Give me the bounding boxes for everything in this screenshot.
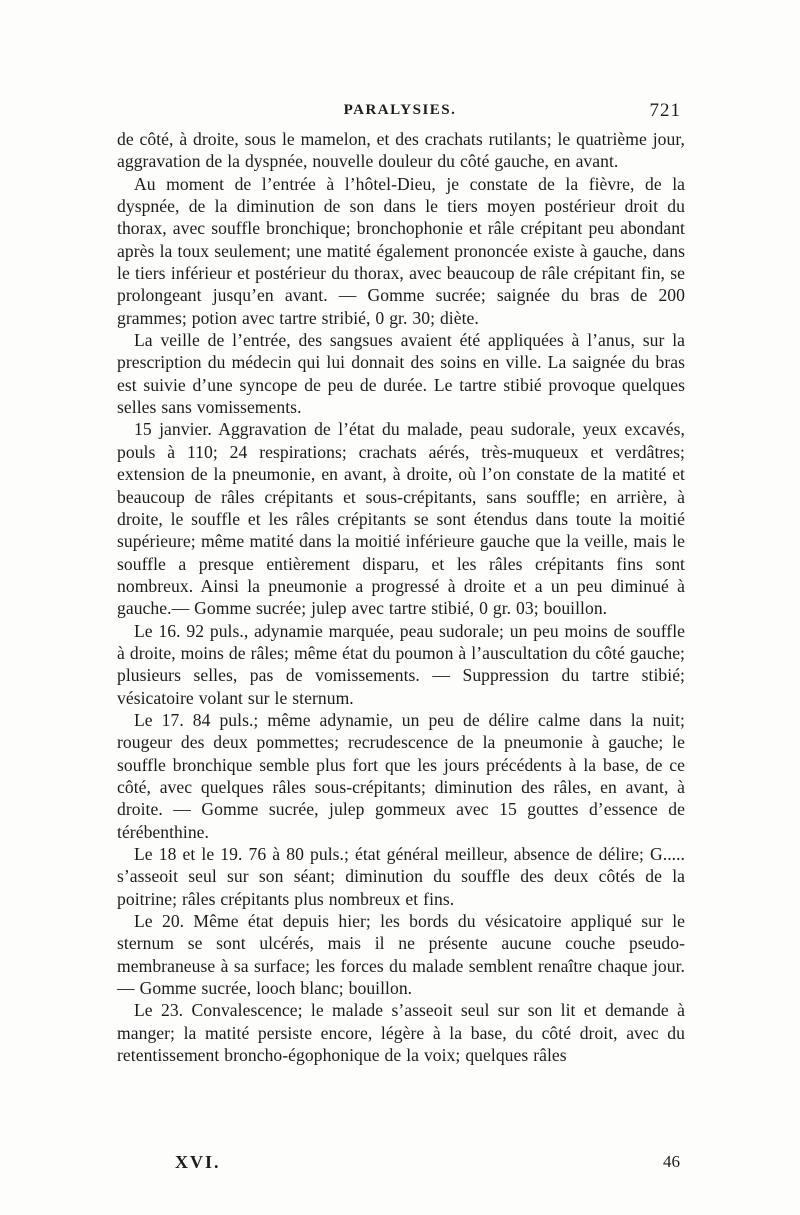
paragraph-jan-15: 15 janvier. Aggravation de l’état du malade, peau sudorale, yeux excavés, pouls à 110; 24 respirations; crachats aérés, très-muqueux et verdâtres; extension de la pneumonie, en avant, à droite, où l’on constate de la matité et beaucoup de râles crépitants et sous-crépitants, sans souffle; en arrière, à droite, le souffle et les râles crépitants se sont étendus dans toute la moitié supérieure; même matité dans la moitié inférieure gauche que la veille, mais le souffle a presque entièrement disparu, et les râles crépitants fins sont nombreux. Ainsi la pneumonie a progressé à droite et a un peu diminué à gauche.— Gomme sucrée; julep avec tartre stibié, 0 gr. 03; bouillon. xyxy=(117,419,685,619)
page-footer xyxy=(175,1152,680,1178)
page-header xyxy=(115,100,685,124)
paragraph-day-16: Le 16. 92 puls., adynamie marquée, peau sudorale; un peu moins de souffle à droite, moins de râles; même état du poumon à l’auscultation du côté gauche; plusieurs selles, pas de vomissements. — Suppression du tartre stibié; vésicatoire volant sur le sternum. xyxy=(117,620,685,708)
paragraph-day-23: Le 23. Convalescence; le malade s’asseoit seul sur son lit et demande à manger; la matité persiste encore, légère à la base, du côté droit, avec du retentissement broncho-égophonique de la voix; quelques râles xyxy=(117,1000,685,1066)
paragraph-eve-of-admission: La veille de l’entrée, des sangsues avaient été appliquées à l’anus, sur la prescription du médecin qui lui donnait des soins en ville. La saignée du bras est suivie d’une syncope de peu de durée. Le tartre stibié provoque quelques selles sans vomissements. xyxy=(117,330,685,418)
signature-mark: XVI. xyxy=(175,1152,221,1172)
running-head: PARALYSIES. xyxy=(343,102,457,118)
page-number: 721 xyxy=(649,100,681,121)
paragraph-continued: de côté, à droite, sous le mamelon, et des crachats rutilants; le quatrième jour, aggravation de la dyspnée, nouvelle douleur du côté gauche, en avant. xyxy=(117,129,685,172)
paragraph-day-20: Le 20. Même état depuis hier; les bords du vésicatoire appliqué sur le sternum se sont ulcérés, mais il ne présente aucune couche pseudo-membraneuse à sa surface; les forces du malade semblent renaître chaque jour. — Gomme sucrée, looch blanc; bouillon. xyxy=(117,911,685,999)
paragraph-day-18-19: Le 18 et le 19. 76 à 80 puls.; état général meilleur, absence de délire; G..... s’asseoit seul sur son séant; diminution du souffle des deux côtés de la poitrine; râles crépitants plus nombreux et fins. xyxy=(117,844,685,909)
body-text xyxy=(117,128,685,1066)
sheet-number: 46 xyxy=(663,1152,680,1171)
paragraph-admission: Au moment de l’entrée à l’hôtel-Dieu, je constate de la fièvre, de la dyspnée, de la diminution de son dans le tiers moyen postérieur droit du thorax, avec souffle bronchique; bronchophonie et râle crépitant peu abondant après la toux seulement; une matité également prononcée existe à gauche, dans le tiers inférieur et postérieur du thorax, avec beaucoup de râle crépitant fin, se prolongeant jusqu’en avant. — Gomme sucrée; saignée du bras de 200 grammes; potion avec tartre stribié, 0 gr. 30; diète. xyxy=(117,173,685,328)
paragraph-day-17: Le 17. 84 puls.; même adynamie, un peu de délire calme dans la nuit; rougeur des deux pommettes; recrudescence de la pneumonie à gauche; le souffle bronchique semble plus fort que les jours précédents à la base, de ce côté, avec quelques râles sous-crépitants; diminution des râles, en avant, à droite. — Gomme sucrée, julep gommeux avec 15 gouttes d’essence de térébenthine. xyxy=(117,709,685,842)
